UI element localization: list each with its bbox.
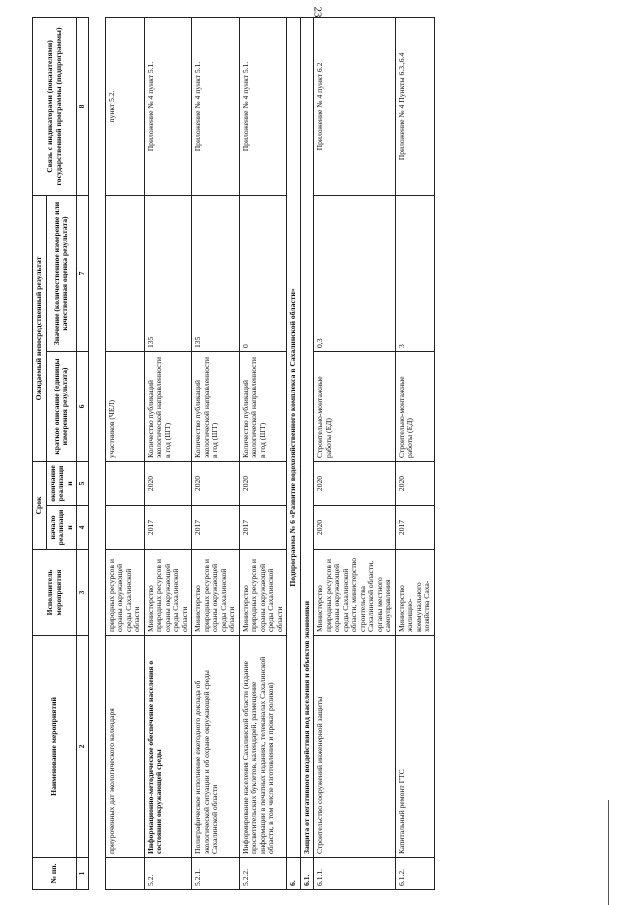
row-link: Приложение № 4 пункт 6.2 [314,17,396,195]
row-start: 2017 [239,506,287,550]
row-end: 2020 [314,461,396,505]
row-num: 6.1.1. [314,858,396,890]
row-value: 135 [144,195,192,351]
row-name: Информационно-методическое обеспечение населения о состоянии окружающей среды [144,636,192,858]
row-end: 2020 [395,461,434,505]
subprogram-row [287,17,301,889]
row-value: 135 [192,195,240,351]
row-executor: природных ресурсов и охраны окружающей среды Сахалинской области [105,550,144,636]
header-executor: Исполнитель мероприятия [33,550,77,636]
row-num: 5.2.2. [239,858,287,890]
row-end: 2020 [144,461,192,505]
row-start [105,506,144,550]
table-row [395,17,434,889]
subprogram-num: 6. [287,858,301,890]
header-row-1 [33,17,47,889]
row-name: Информирование населения Сахалинской области (издание просветительских буклетов, календарей, размещение информации в печатных изданиях, телеканалах Сахалинской области, в том числе изготовления и прокат роликов) [239,636,287,858]
table-row [239,17,287,889]
row-desc: Строительно-монтажные работы (ЕД) [395,351,434,461]
col-num-4: 4 [77,506,89,550]
scan-edge-line [608,800,609,905]
col-num-6: 6 [77,351,89,461]
row-executor: Министерство жилищно-коммунального хозяйства Саха- [395,550,434,636]
row-executor: Министерство природных ресурсов и охраны окружающей среды Сахалинской области [144,550,192,636]
row-desc: Количество публикаций экологической направленности в год (ШТ) [239,351,287,461]
row-end: 2020 [192,461,240,505]
header-expected: Ожидаемый непосредственный результат [33,195,47,461]
row-name: Полиграфическое исполнение ежегодного доклада об экологической ситуации и об охране окружающей среды Сахалинской области [192,636,240,858]
table-row [144,17,192,889]
header-expected-value: Значение (количественное измерение или качественная оценка результата) [46,195,77,351]
row-executor: Министерство природных ресурсов и охраны окружающей среды Сахалинской области [192,550,240,636]
col-num-8: 8 [77,17,89,195]
subprogram-title: Подпрограмма № 6 «Развитие водохозяйственного комплекса в Сахалинской области» [287,17,301,857]
row-link: Приложение № 4 пункт 5.1. [144,17,192,195]
row-desc: Количество публикаций экологической направленности в год (ШТ) [192,351,240,461]
row-link: Приложение № 4 пункт 5.1. [192,17,240,195]
row-end [105,461,144,505]
row-num: 5.2.1. [192,858,240,890]
table-row [105,17,144,889]
row-num: 5.2. [144,858,192,890]
row-desc: участников (ЧЕЛ) [105,351,144,461]
col-num-3: 3 [77,550,89,636]
rotated-table-page [32,18,594,890]
header-link: Связь с индикаторами (показателями) государственной программы (подпрограммы) [33,17,77,195]
row-value: 0 [239,195,287,351]
column-number-row [77,17,89,889]
row-name: Капитальный ремонт ГТС [395,636,434,858]
row-num: 6.1.2. [395,858,434,890]
row-name: Строительство сооружений инженерной защиты [314,636,396,858]
row-start: 2017 [192,506,240,550]
row-start: 2017 [144,506,192,550]
row-start: 2020 [314,506,396,550]
header-term-start: начало реализации [46,506,77,550]
col-num-1: 1 [77,858,89,890]
row-value [105,195,144,351]
row-name: приуроченных дат экологического календаря [105,636,144,858]
row-link: Приложение № 4 пункт 5.1. [239,17,287,195]
row-start: 2017 [395,506,434,550]
measures-table [32,17,435,890]
row-link: пункт 5.2. [105,17,144,195]
row-executor: Министерство природных ресурсов и охраны окружающей среды Сахалинской области, министерство строительства Сахалинской области, органы местного самоуправления [314,550,396,636]
col-num-5: 5 [77,461,89,505]
page-number: 23 [311,6,324,18]
col-num-2: 2 [77,636,89,858]
header-term: Срок [33,461,47,549]
row-executor: Министерство природных ресурсов и охраны окружающей среды Сахалинской области [239,550,287,636]
row-num [105,858,144,890]
row-value: 0,3 [314,195,396,351]
page-break-gap [88,17,105,889]
table-row [192,17,240,889]
header-term-end: окончание реализации [46,461,77,505]
header-num: № пп. [33,858,77,890]
col-num-7: 7 [77,195,89,351]
row-end: 2020 [239,461,287,505]
section-row [300,17,314,889]
row-desc: Строительно-монтажные работы (ЕД) [314,351,396,461]
row-link: Приложение № 4 Пункты 6.3.,6.4 [395,17,434,195]
section-num: 6.1. [300,858,314,890]
header-expected-desc: краткое описание (единицы измерения результата) [46,351,77,461]
table-row [314,17,396,889]
section-title: Защита от негативного воздействия вод населения и объектов экономики [300,17,314,857]
row-value: 3 [395,195,434,351]
row-desc: Количество публикаций экологической направленности в год (ШТ) [144,351,192,461]
header-name: Наименование мероприятий [33,636,77,858]
